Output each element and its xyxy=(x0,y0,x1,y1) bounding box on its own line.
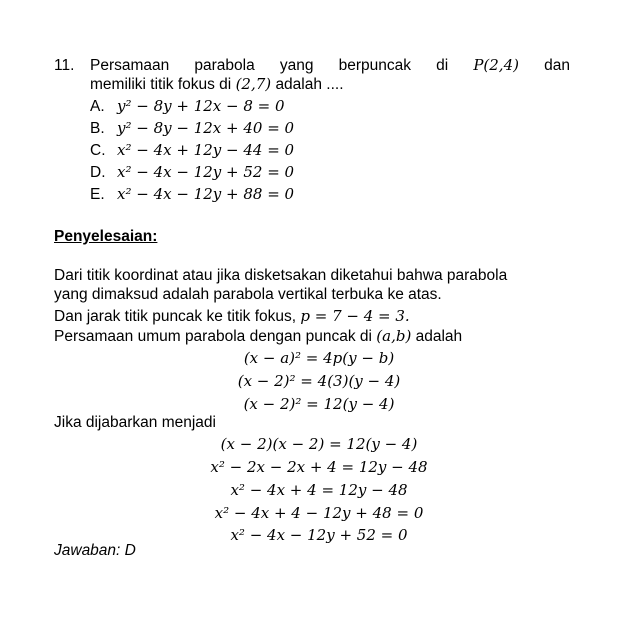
solution-paragraph-4: Jika dijabarkan menjadi xyxy=(54,414,216,431)
question-line-2-text: memiliki titik fokus di xyxy=(90,76,232,93)
option-letter: B. xyxy=(90,120,105,137)
equation-line: x² − 2x − 2x + 4 = 12y − 48 xyxy=(210,458,428,476)
option-letter: D. xyxy=(90,164,106,181)
equation-line: (x − 2)² = 12(y − 4) xyxy=(243,395,395,413)
option-letter: A. xyxy=(90,98,105,115)
question-number: 11. xyxy=(54,57,75,74)
equation-line: (x − 2)² = 4(3)(y − 4) xyxy=(237,372,401,390)
question-text xyxy=(90,56,570,94)
vertex-math: (a,b) xyxy=(376,327,412,345)
question-word: di xyxy=(436,57,449,74)
equation-line: (x − 2)(x − 2) = 12(y − 4) xyxy=(220,435,418,453)
option-equation: y² − 8y − 12x + 40 = 0 xyxy=(117,119,295,137)
solution-text-line: yang dimaksud adalah parabola vertikal terbuka ke atas. xyxy=(54,286,442,303)
solution-paragraph-2 xyxy=(54,307,594,326)
question-word: parabola xyxy=(194,57,255,74)
option-letter: E. xyxy=(90,186,105,203)
answer-text: Jawaban: D xyxy=(54,542,136,559)
question-focus-point: (2,7) xyxy=(235,75,272,93)
focal-distance-math: p = 7 − 4 = 3. xyxy=(300,307,410,325)
question-line-2-tail: adalah .... xyxy=(275,76,344,93)
option-a[interactable] xyxy=(90,97,490,119)
solution-paragraph-1 xyxy=(54,266,594,304)
option-d[interactable] xyxy=(90,163,490,185)
equation-line: (x − a)² = 4p(y − b) xyxy=(243,349,395,367)
option-letter: C. xyxy=(90,142,106,159)
solution-text: adalah xyxy=(415,328,463,345)
question-line-1 xyxy=(90,56,570,75)
solution-heading: Penyelesaian: xyxy=(54,228,158,245)
equation-line: x² − 4x + 4 − 12y + 48 = 0 xyxy=(214,504,424,522)
question-word: berpuncak xyxy=(338,57,411,74)
equation-line: x² − 4x + 4 = 12y − 48 xyxy=(230,481,408,499)
question-word: Persamaan xyxy=(90,57,170,74)
option-equation: y² − 8y + 12x − 8 = 0 xyxy=(117,97,285,115)
solution-text: Persamaan umum parabola dengan puncak di xyxy=(54,328,372,345)
question-word: yang xyxy=(279,57,314,74)
option-c[interactable] xyxy=(90,141,490,163)
option-equation: x² − 4x − 12y + 52 = 0 xyxy=(117,163,295,181)
option-equation: x² − 4x − 12y + 88 = 0 xyxy=(117,185,295,203)
option-b[interactable] xyxy=(90,119,490,141)
solution-text: Dan jarak titik puncak ke titik fokus, xyxy=(54,308,297,325)
question-word: dan xyxy=(544,57,570,74)
equation-line: x² − 4x − 12y + 52 = 0 xyxy=(230,526,408,544)
solution-paragraph-3 xyxy=(54,327,594,346)
option-equation: x² − 4x + 12y − 44 = 0 xyxy=(117,141,295,159)
question-line-2 xyxy=(90,75,570,94)
option-e[interactable] xyxy=(90,185,490,207)
question-vertex-point: P(2,4) xyxy=(473,56,519,74)
solution-text-line: Dari titik koordinat atau jika disketsakan diketahui bahwa parabola xyxy=(54,267,508,284)
